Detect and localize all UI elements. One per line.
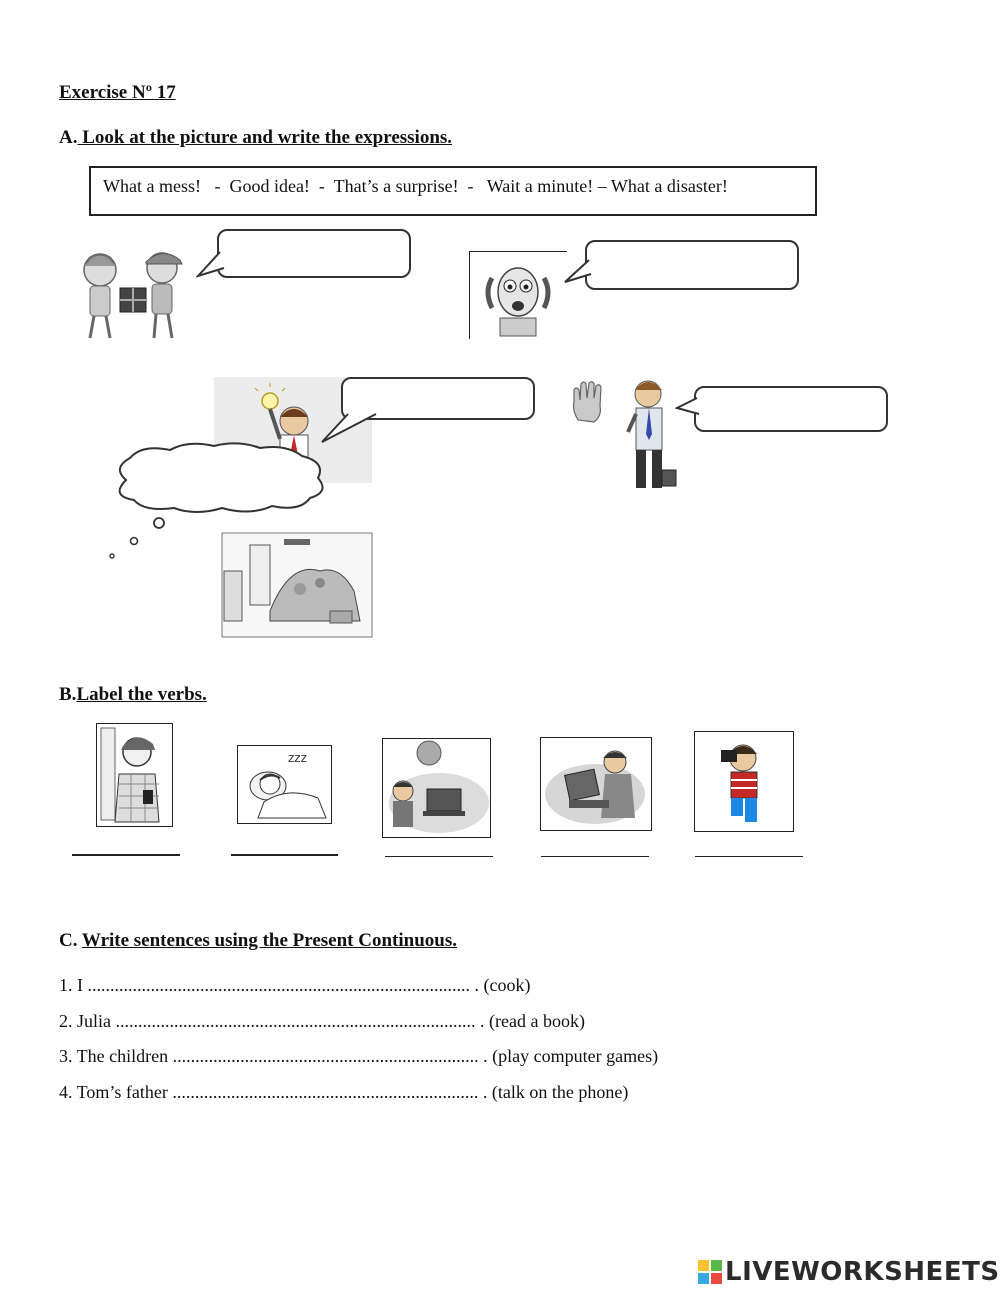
liveworksheets-logo-icon <box>698 1260 722 1284</box>
verb-picture-photographing <box>694 731 794 832</box>
sentence-2[interactable]: 2. Julia ................................................................................ . (read a book) <box>59 1011 585 1031</box>
stop-hand-icon <box>568 380 608 424</box>
section-b-heading <box>59 684 207 706</box>
section-b-instruction: Label the verbs. <box>76 684 207 705</box>
speech-bubble-4-tail <box>675 396 703 420</box>
verb-answer-line-1[interactable] <box>72 854 180 856</box>
sentence-1[interactable]: 1. I ..................................................................................... . (cook) <box>59 975 531 995</box>
section-c-instruction: Write sentences using the Present Continuous. <box>81 930 457 951</box>
verb-answer-line-5[interactable] <box>695 856 803 857</box>
exercise-title: Exercise Nº 17 <box>59 82 176 103</box>
liveworksheets-logo-text: LIVEWORKSHEETS <box>725 1257 1000 1287</box>
section-b-letter: B. <box>59 684 77 705</box>
word-bank: What a mess! - Good idea! - That’s a surprise! - Wait a minute! – What a disaster! <box>89 166 817 216</box>
messy-room-picture <box>220 531 374 639</box>
section-a-letter: A. <box>59 127 78 148</box>
sentence-3[interactable]: 3. The children .................................................................... . (play computer games) <box>59 1046 659 1066</box>
verb-answer-line-2[interactable] <box>231 854 338 856</box>
sleep-caption: zzz <box>288 751 307 765</box>
speech-bubble-2[interactable] <box>585 240 799 290</box>
speech-bubble-2-tail <box>563 258 593 288</box>
verb-picture-texting <box>96 723 173 827</box>
section-c-heading <box>59 930 457 952</box>
kids-gift-picture <box>58 234 198 342</box>
verb-answer-line-4[interactable] <box>541 856 649 857</box>
speech-bubble-4[interactable] <box>694 386 888 432</box>
verb-picture-reading <box>540 737 652 831</box>
sentence-4[interactable]: 4. Tom’s father .................................................................... . (talk on the phone) <box>59 1082 629 1102</box>
verb-answer-line-3[interactable] <box>385 856 493 857</box>
verb-picture-sleeping <box>237 745 332 824</box>
speech-bubble-1[interactable] <box>217 229 411 278</box>
section-c-letter: C. <box>59 930 78 951</box>
section-a-heading <box>59 127 452 149</box>
verb-picture-computer <box>382 738 491 838</box>
shocked-man-picture <box>469 251 567 339</box>
man-watch-picture <box>620 374 678 494</box>
section-a-instruction: Look at the picture and write the expressions. <box>77 127 453 148</box>
liveworksheets-logo <box>698 1257 1000 1287</box>
speech-bubble-1-tail <box>196 250 226 280</box>
